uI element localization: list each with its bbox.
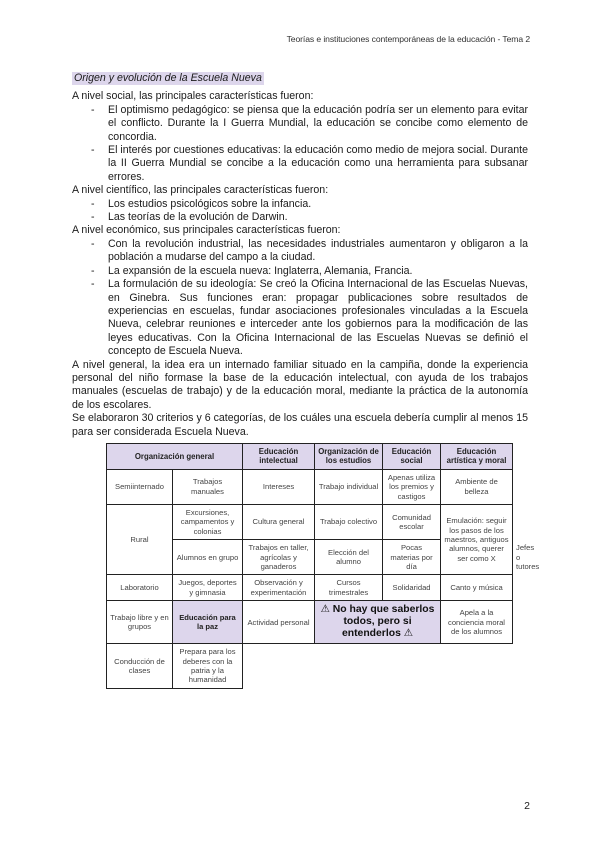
table-cell-highlight: Educación para la paz	[173, 601, 243, 644]
table-cell: Intereses	[243, 469, 315, 504]
table-cell: Apela a la conciencia moral de los alumnos	[441, 601, 513, 644]
list-item: - Los estudios psicológicos sobre la infancia.	[72, 198, 528, 211]
table-cell: Trabajo libre y en grupos	[107, 601, 173, 644]
table-cell: Pocas materias por día	[383, 540, 441, 575]
list-item: - La expansión de la escuela nueva: Inglaterra, Alemania, Francia.	[72, 265, 528, 278]
table-cell: Trabajos manuales	[173, 469, 243, 504]
table-cell: Excursiones, campamentos y colonias	[173, 505, 243, 540]
general-paragraph: A nivel general, la idea era un internado familiar situado en la campiña, donde la experiencia personal del niño formase la base de la educación intelectual, con ayuda de los trabajos manuales (escuelas de trabajo) y de la educación moral, mediante la práctica de la autonomía de los escolares.	[72, 358, 528, 411]
table-row	[107, 469, 513, 504]
header-educacion-artistica: Educación artística y moral	[441, 443, 513, 469]
table-cell: Observación y experimentación	[243, 575, 315, 601]
table-row: Alumnos en grupo Trabajos en taller, agrícolas y ganaderos Elección del alumno Pocas materias por día Jefes o tutores	[107, 540, 513, 575]
table-cell: Juegos, deportes y gimnasia	[173, 575, 243, 601]
table-cell: Emulación: seguir los pasos de los maestros, antiguos alumnos, querer ser como X	[441, 505, 513, 575]
table-row	[107, 601, 513, 644]
table-row	[107, 644, 513, 689]
criteria-table	[106, 443, 540, 689]
table-cell: Trabajos en taller, agrícolas y ganaderos	[243, 540, 315, 575]
table-cell: Trabajo individual	[315, 469, 383, 504]
table-cell: Elección del alumno	[315, 540, 383, 575]
table-cell: Conducción de clases	[107, 644, 173, 689]
header-educacion-intelectual: Educación intelectual	[243, 443, 315, 469]
list-item: - Las teorías de la evolución de Darwin.	[72, 211, 528, 224]
table-cell: Canto y música	[441, 575, 513, 601]
criteria-paragraph: Se elaboraron 30 criterios y 6 categorías, de los cuáles una escuela debería cumplir al menos 15 para ser considerada Escuela Nueva.	[72, 412, 528, 438]
table-cell: Actividad personal	[243, 601, 315, 644]
table-cell: Alumnos en grupo	[173, 540, 243, 575]
table-cell: Cursos trimestrales	[315, 575, 383, 601]
table-cell: Trabajo colectivo	[315, 505, 383, 540]
table-cell: Comunidad escolar	[383, 505, 441, 540]
header-educacion-social: Educación social	[383, 443, 441, 469]
table-row	[107, 575, 513, 601]
document-body	[72, 72, 540, 689]
page-header: Teorías e instituciones contemporáneas de la educación - Tema 2	[286, 34, 530, 44]
cientifico-intro: A nivel científico, las principales características fueron:	[72, 184, 329, 197]
table-cell: Apenas utiliza los premios y castigos	[383, 469, 441, 504]
warning-note: ⚠ No hay que saberlos todos, pero si entenderlos ⚠	[315, 601, 441, 644]
cientifico-list	[72, 198, 528, 225]
section-title: Origen y evolución de la Escuela Nueva	[74, 72, 262, 84]
social-list	[72, 104, 528, 184]
table-header-row	[107, 443, 513, 469]
table-cell: Prepara para los deberes con la patria y la humanidad	[173, 644, 243, 689]
economico-intro: A nivel económico, sus principales características fueron:	[72, 224, 341, 237]
list-item: - La formulación de su ideología: Se creó la Oficina Internacional de las Escuelas Nuevas, en Ginebra. Sus funciones eran: propagar publicaciones sobre resultados de experiencias en escuelas, fundar asociaciones profesionales vinculadas a la Escuela Nueva, celebrar reuniones e interceder ante los gobiernos para la modificación de las leyes educativas. Con la Oficina Internacional de las Escuelas Nuevas se definió el concepto de Escuela Nueva.	[72, 278, 528, 358]
table-cell: Semiinternado	[107, 469, 173, 504]
list-item: - El optimismo pedagógico: se piensa que la educación podría ser un elemento para evitar el conflicto. Durante la I Guerra Mundial, la educación se concibe como elemento de concordia.	[72, 104, 528, 144]
empty-area	[243, 644, 513, 689]
table-cell: Cultura general	[243, 505, 315, 540]
table-cell: Solidaridad	[383, 575, 441, 601]
page-number: 2	[524, 800, 530, 812]
table-cell: Laboratorio	[107, 575, 173, 601]
list-item: - El interés por cuestiones educativas: la educación como medio de mejora social. Durante la II Guerra Mundial se concibe a la educación como una herramienta para subsanar errores.	[72, 144, 528, 184]
table-row	[107, 505, 513, 540]
economico-list	[72, 238, 528, 359]
social-intro: A nivel social, las principales características fueron:	[72, 90, 314, 103]
list-item: - Con la revolución industrial, las necesidades industriales aumentaron y obligaron a la población a mudarse del campo a la ciudad.	[72, 238, 528, 265]
header-organizacion-estudios: Organización de los estudios	[315, 443, 383, 469]
table-cell: Rural	[107, 505, 173, 575]
table-cell: Ambiente de belleza	[441, 469, 513, 504]
header-organizacion-general: Organización general	[107, 443, 243, 469]
